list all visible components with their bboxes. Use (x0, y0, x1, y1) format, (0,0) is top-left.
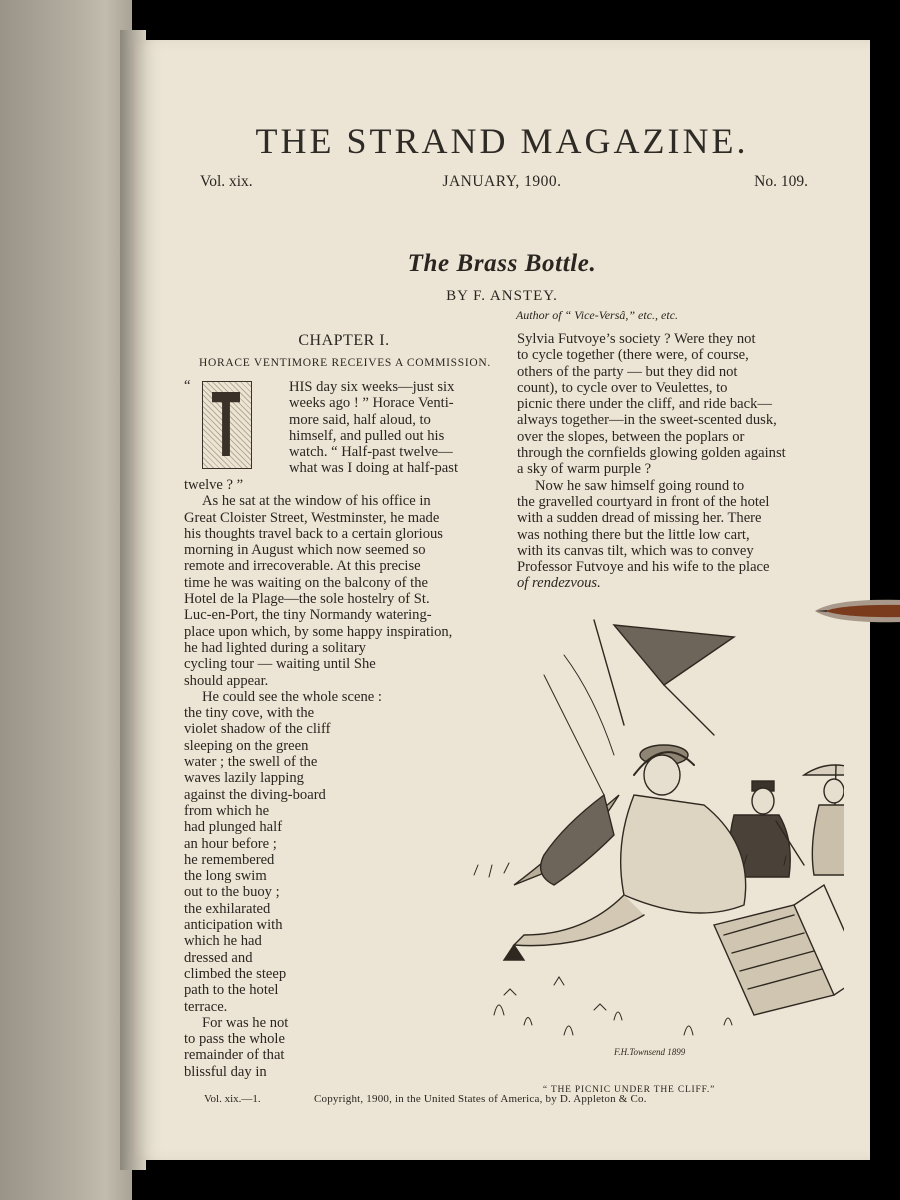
text-line: Now he saw himself going round to (535, 477, 745, 494)
text-line: cycling tour — waiting until She (184, 656, 376, 673)
text-line: of rendezvous. (517, 575, 601, 592)
volume-label: Vol. xix. (200, 173, 253, 190)
issue-number: No. 109. (754, 173, 808, 190)
text-line: out to the buoy ; (184, 884, 280, 901)
text-line: remote and irrecoverable. At this precise (184, 558, 421, 575)
text-line: the tiny cove, with the (184, 705, 315, 722)
text-line: He could see the whole scene : (202, 688, 382, 705)
text-line: dressed and (184, 949, 253, 966)
right-column-body (517, 331, 820, 592)
text-line: blissful day in (184, 1063, 267, 1080)
chapter-subheading: HORACE VENTIMORE RECEIVES A COMMISSION. (199, 357, 491, 369)
text-line: waves lazily lapping (184, 770, 304, 787)
magazine-title: THE STRAND MAGAZINE. (255, 121, 749, 161)
text-line: he remembered (184, 851, 275, 868)
text-line: his thoughts travel back to a certain glorious (184, 525, 443, 542)
text-line: count), to cycle over to Veulettes, to (517, 379, 728, 396)
text-line: more said, half aloud, to (289, 411, 431, 428)
text-line: a sky of warm purple ? (517, 461, 652, 478)
text-line: to pass the whole (184, 1031, 285, 1048)
text-line: Sylvia Futvoye’s society ? Were they not (517, 331, 756, 347)
text-line: which he had (184, 933, 262, 950)
text-line: the long swim (184, 868, 267, 885)
text-line: As he sat at the window of his office in (202, 493, 431, 510)
text-line: through the cornfields glowing golden against (517, 445, 786, 462)
opening-quote: “ (184, 378, 191, 394)
text-line: violet shadow of the cliff (184, 721, 331, 738)
text-line: anticipation with (184, 917, 283, 934)
text-line: he had lighted during a solitary (184, 639, 366, 656)
footer-copyright: Copyright, 1900, in the United States of America, by D. Appleton & Co. (314, 1093, 647, 1105)
byline: BY F. ANSTEY. (446, 288, 558, 304)
author-note: Author of “ Vice-Versâ,” etc., etc. (515, 308, 679, 322)
text-line: what was I doing at half-past (289, 460, 458, 477)
text-line: the gravelled courtyard in front of the hotel (517, 493, 770, 510)
text-line: always together—in the sweet-scented dusk, (517, 412, 777, 429)
text-line: terrace. (184, 998, 228, 1015)
text-line: an hour before ; (184, 835, 277, 852)
text-line: HIS day six weeks—just six (289, 379, 455, 395)
text-line: twelve ? ” (184, 477, 244, 493)
text-line: remainder of that (184, 1047, 285, 1064)
pen-nib-icon (815, 598, 900, 624)
text-line: For was he not (202, 1014, 289, 1031)
footer-volume-page: Vol. xix.—1. (204, 1093, 261, 1105)
text-line: with a sudden dread of missing her. There (517, 510, 762, 527)
issue-date: JANUARY, 1900. (442, 173, 562, 190)
text-line: morning in August which now seemed so (184, 542, 426, 559)
text-line: sleeping on the green (184, 737, 309, 754)
text-line: from which he (184, 802, 270, 819)
text-line: with its canvas tilt, which was to convey (517, 542, 754, 559)
text-line: picnic there under the cliff, and ride back— (517, 396, 773, 413)
text-line: Professor Futvoye and his wife to the place (517, 559, 770, 576)
magazine-page (134, 40, 870, 1160)
text-line: path to the hotel (184, 982, 279, 999)
text-line: Great Cloister Street, Westminster, he made (184, 509, 440, 526)
drop-cap-t-icon (202, 381, 252, 469)
text-line: to cycle together (there were, of course, (517, 347, 749, 364)
text-line: himself, and pulled out his (289, 427, 445, 444)
text-line: water ; the swell of the (184, 754, 318, 771)
text-line: should appear. (184, 672, 269, 689)
text-line: Luc-en-Port, the tiny Normandy watering- (184, 607, 432, 624)
text-line: place upon which, by some happy inspiration, (184, 623, 453, 640)
text-line: time he was waiting on the balcony of the (184, 574, 428, 591)
text-line: over the slopes, between the poplars or (517, 428, 745, 445)
illustration-caption: “ THE PICNIC UNDER THE CLIFF.” (542, 1085, 716, 1095)
text-line: others of the party — but they did not (517, 363, 738, 380)
left-column-wrap (289, 379, 500, 477)
text-line: had plunged half (184, 819, 283, 836)
illustrator-signature: F.H.Townsend 1899 (614, 1047, 686, 1057)
chapter-heading: CHAPTER I. (298, 332, 390, 349)
text-line: Hotel de la Plage—the sole hostelry of St. (184, 591, 430, 608)
text-line: weeks ago ! ” Horace Venti- (289, 395, 454, 412)
text-line: watch. “ Half-past twelve— (289, 444, 453, 461)
text-line: the exhilarated (184, 900, 271, 917)
text-line: against the diving-board (184, 786, 326, 803)
story-title: The Brass Bottle. (407, 250, 597, 277)
left-page-edge (0, 0, 132, 1200)
text-line: was nothing there but the little low cart, (517, 526, 750, 543)
picnic-illustration (364, 615, 844, 1065)
text-line: climbed the steep (184, 965, 287, 982)
